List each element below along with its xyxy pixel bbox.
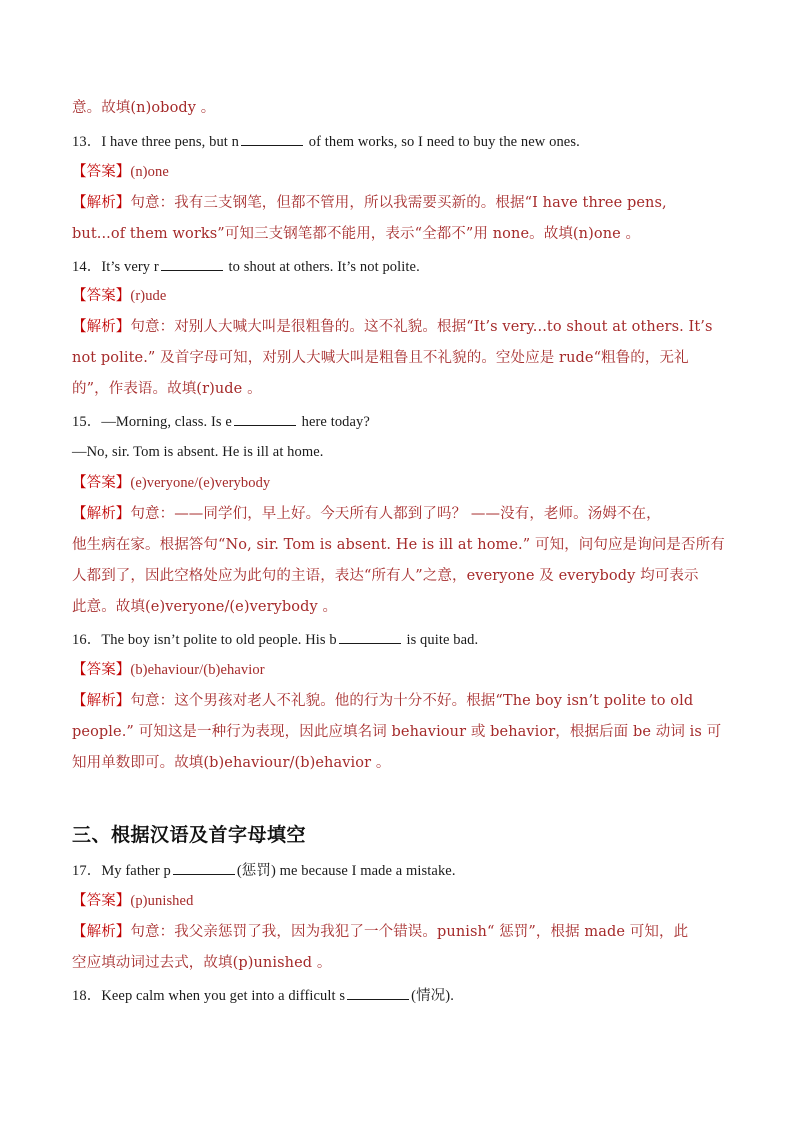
answer-blank: [173, 860, 235, 875]
question-number: 15．: [72, 414, 102, 430]
question-text: of them works, so I need to buy the new ones.: [305, 134, 580, 150]
analysis-15-line-2: [72, 535, 725, 555]
analysis-16-line-2: [72, 722, 721, 742]
analysis-text: 句意：这个男孩对老人不礼貌。他的行为十分不好。根据“The boy isn’t polite to old: [130, 693, 694, 709]
analysis-tag: 【解析】: [72, 319, 131, 335]
question-text: The boy isn’t polite to old people. His b: [101, 632, 337, 648]
continuation-line: [72, 98, 215, 118]
answer-14: [72, 286, 166, 306]
question-text: —No, sir. Tom is absent. He is ill at home.: [72, 444, 324, 460]
question-13: [72, 131, 580, 152]
question-text: It’s very r: [101, 259, 159, 275]
answer-tag: 【答案】: [72, 164, 131, 180]
question-text: —Morning, class. Is e: [101, 414, 232, 430]
analysis-16-line-1: [72, 691, 693, 711]
analysis-text: 的”，作表语。故填(r)ude 。: [72, 381, 262, 397]
question-text: (惩罚) me because I made a mistake.: [236, 863, 456, 879]
question-15-reply: [72, 442, 324, 462]
analysis-text: 句意：对别人大喊大叫是很粗鲁的。这不礼貌。根据“It’s very...to shout at others. It’s: [130, 319, 713, 335]
analysis-text: 知用单数即可。故填(b)ehaviour/(b)ehavior 。: [72, 755, 391, 771]
answer-17: [72, 891, 193, 911]
analysis-13-line-1: [72, 193, 667, 213]
question-number: 14．: [72, 259, 102, 275]
answer-blank: [234, 411, 296, 426]
question-18: [72, 985, 454, 1006]
analysis-tag: 【解析】: [72, 693, 131, 709]
answer-15: [72, 473, 270, 493]
answer-tag: 【答案】: [72, 662, 131, 678]
analysis-text: 句意：我父亲惩罚了我，因为我犯了一个错误。punish“ 惩罚”，根据 made 可知，此: [130, 924, 689, 940]
question-text: Keep calm when you get into a difficult s: [101, 988, 346, 1004]
analysis-16-line-3: [72, 753, 390, 773]
analysis-text: 句意：——同学们，早上好。今天所有人都到了吗？ ——没有，老师。汤姆不在，: [130, 506, 661, 522]
section-heading: 三、根据汉语及首字母填空: [72, 824, 307, 846]
answer-blank: [241, 131, 303, 146]
answer-blank: [161, 256, 223, 271]
analysis-13-line-2: [72, 224, 640, 244]
analysis-15-line-1: [72, 504, 661, 524]
answer-text: (p)unished: [130, 893, 194, 909]
answer-blank: [347, 985, 409, 1000]
question-text: (情况).: [411, 988, 454, 1004]
answer-16: [72, 660, 265, 680]
question-14: [72, 256, 420, 277]
analysis-14-line-3: [72, 379, 262, 399]
question-number: 17．: [72, 863, 102, 879]
answer-text: (e)veryone/(e)verybody: [130, 475, 271, 491]
analysis-14-line-1: [72, 317, 713, 337]
question-16: [72, 629, 478, 650]
analysis-text: not polite.” 及首字母可知，对别人大喊大叫是粗鲁且不礼貌的。空处应是 rude“粗鲁的，无礼: [72, 350, 689, 366]
analysis-tag: 【解析】: [72, 195, 131, 211]
question-17: [72, 860, 456, 881]
question-text: here today?: [297, 414, 370, 430]
answer-text: (n)one: [130, 164, 169, 180]
analysis-text: 人都到了，因此空格处应为此句的主语，表达“所有人”之意，everyone 及 everybody 均可表示: [72, 568, 699, 584]
analysis-17-line-2: [72, 953, 331, 973]
answer-blank: [339, 629, 401, 644]
answer-tag: 【答案】: [72, 475, 131, 491]
analysis-tag: 【解析】: [72, 924, 131, 940]
question-text: is quite bad.: [402, 632, 479, 648]
question-text: My father p: [101, 863, 171, 879]
analysis-17-line-1: [72, 922, 688, 942]
question-15: [72, 411, 370, 432]
analysis-text: 空应填动词过去式，故填(p)unished 。: [72, 955, 332, 971]
answer-tag: 【答案】: [72, 893, 131, 909]
question-number: 16．: [72, 632, 102, 648]
analysis-text: 此意。故填(e)veryone/(e)verybody 。: [72, 599, 338, 615]
question-text: I have three pens, but n: [101, 134, 239, 150]
answer-tag: 【答案】: [72, 288, 131, 304]
analysis-text: 句意：我有三支钢笔，但都不管用，所以我需要买新的。根据“I have three pens,: [130, 195, 667, 211]
analysis-text: 他生病在家。根据答句“No, sir. Tom is absent. He is ill at home.” 可知，问句应是询问是否所有: [72, 537, 725, 553]
analysis-text: people.” 可知这是一种行为表现，因此应填名词 behaviour 或 behavior，根据后面 be 动词 is 可: [72, 724, 722, 740]
question-number: 13．: [72, 134, 102, 150]
analysis-15-line-3: [72, 566, 699, 586]
analysis-15-line-4: [72, 597, 337, 617]
answer-text: (b)ehaviour/(b)ehavior: [130, 662, 265, 678]
continuation-text: 意。故填(n)obody 。: [72, 100, 216, 116]
analysis-14-line-2: [72, 348, 689, 368]
answer-text: (r)ude: [130, 288, 167, 304]
analysis-text: but...of them works”可知三支钢笔都不能用，表示“全都不”用 none。故填(n)one 。: [72, 226, 641, 242]
question-text: to shout at others. It’s not polite.: [224, 259, 420, 275]
answer-13: [72, 162, 169, 182]
question-number: 18．: [72, 988, 102, 1004]
analysis-tag: 【解析】: [72, 506, 131, 522]
